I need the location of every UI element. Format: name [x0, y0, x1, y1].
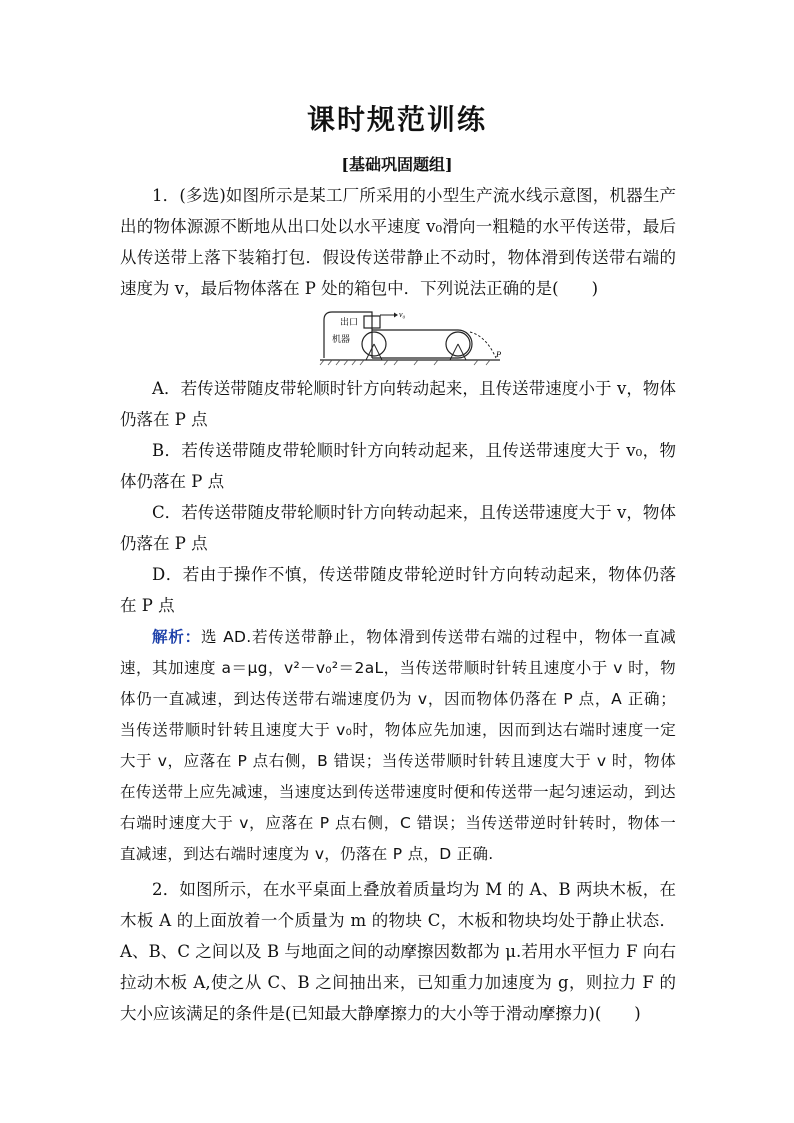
section-heading: [基础巩固题组] [341, 155, 453, 174]
question-1-figure [318, 308, 508, 366]
question-1-stem: 1．(多选)如图所示是某工厂所采用的小型生产流水线示意图，机器生产出的物体源源不断地从出口处以水平速度 v₀滑向一粗糙的水平传送带，最后从传送带上落下装箱打包．假设传送带静止不动时，物体滑到传送带右端的速度为 v，最后物体落在 P 处的箱包中．下列说法正确的是( ) [120, 186, 676, 298]
velocity-arrow-head [394, 313, 398, 318]
option-c: C．若传送带随皮带轮顺时针方向转动起来，且传送带速度大于 v，物体仍落在 P 点 [120, 503, 676, 553]
analysis-text: 选 AD.若传送带静止，物体滑到传送带右端的过程中，物体一直减速，其加速度 a＝μg，v²－v₀²＝2aL，当传送带顺时针转且速度小于 v 时，物体仍一直减速，到达传送带右端速度仍为 v，因而物体仍落在 P 点，A 正确；当传送带顺时针转且速度大于 v₀时，物体应先加速，因而到达右端时速度一定大于 v，应落在 P 点右侧，B 错误；当传送带顺时针转且速度大于 v 时，物体在传送带上应先减速，当速度达到传送带速度时便和传送带一起匀速运动，到达右端时速度大于 v，应落在 P 点右侧，C 错误；当传送带逆时针转时，物体一直减速，到达右端时速度为 v，仍落在 P 点，D 正确. [120, 628, 676, 863]
conveyor-diagram [318, 308, 508, 366]
trajectory [470, 332, 496, 358]
ground-hatching [320, 360, 490, 365]
label-p: P [496, 349, 502, 359]
conveyor-belt [372, 330, 472, 358]
label-machine: 机器 [332, 335, 351, 345]
label-exit: 出口 [340, 318, 359, 328]
option-a: A．若传送带随皮带轮顺时针方向转动起来，且传送带速度小于 v，物体仍落在 P 点 [120, 379, 676, 429]
option-d: D．若由于操作不慎，传送带随皮带轮逆时针方向转动起来，物体仍落在 P 点 [120, 565, 676, 615]
label-v0: v₀ [399, 310, 406, 319]
page-title: 课时规范训练 [306, 103, 487, 136]
question-1-analysis [120, 622, 676, 870]
option-b: B．若传送带随皮带轮顺时针方向转动起来，且传送带速度大于 v₀，物体仍落在 P 点 [120, 441, 676, 491]
question-2-stem: 2．如图所示，在水平桌面上叠放着质量均为 M 的 A、B 两块木板，在木板 A 的上面放着一个质量为 m 的物块 C，木板和物块均处于静止状态．A、B、C 之间以及 B 与地面之间的动摩擦因数都为 μ.若用水平恒力 F 向右拉动木板 A,使之从 C、B 之间抽出来，已知重力加速度为 g，则拉力 F 的大小应该满足的条件是(已知最大静摩擦力的大小等于滑动摩擦力)( ) [120, 880, 676, 1023]
analysis-label: 解析： [152, 628, 201, 646]
